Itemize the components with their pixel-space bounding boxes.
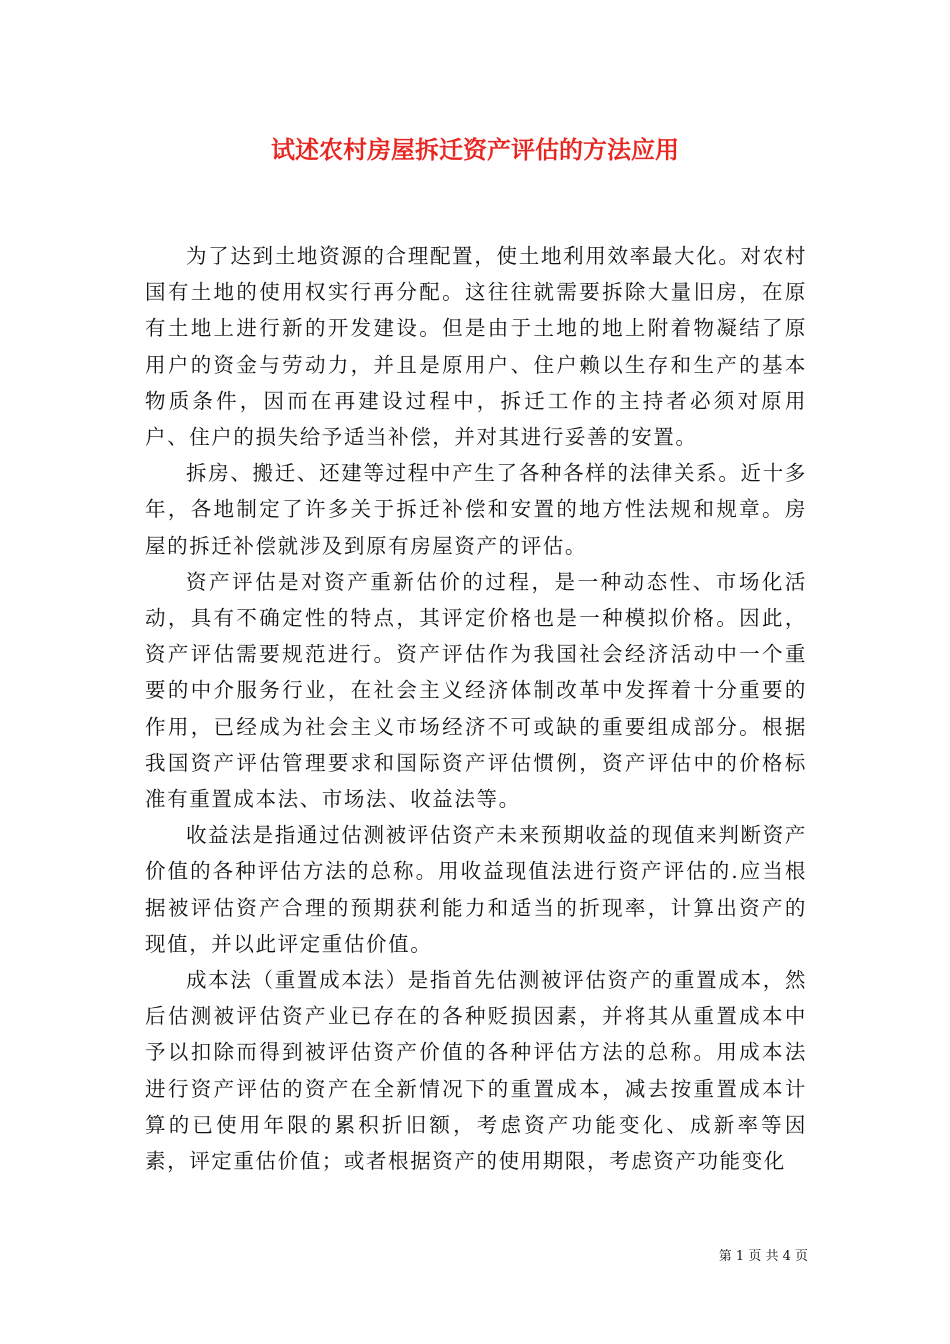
paragraph: 收益法是指通过估测被评估资产未来预期收益的现值来判断资产价值的各种评估方法的总称。用收益现值法进行资产评估的.应当根据被评估资产合理的预期获利能力和适当的折现率，计算出资产的现值，并以此评定重估价值。	[145, 823, 807, 956]
paragraph: 成本法（重置成本法）是指首先估测被评估资产的重置成本，然后估测被评估资产业已存在的各种贬损因素，并将其从重置成本中予以扣除而得到被评估资产价值的各种评估方法的总称。用成本法进行资产评估的资产在全新情况下的重置成本，减去按重置成本计算的已使用年限的累积折旧额，考虑资产功能变化、成新率等因素，评定重估价值；或者根据资产的使用期限，考虑资产功能变化	[145, 968, 807, 1174]
document-title: 试述农村房屋拆迁资产评估的方法应用	[271, 135, 679, 164]
paragraph: 为了达到土地资源的合理配置，使土地利用效率最大化。对农村国有土地的使用权实行再分配。这往往就需要拆除大量旧房，在原有土地上进行新的开发建设。但是由于土地的地上附着物凝结了原用户的资金与劳动力，并且是原用户、住户赖以生存和生产的基本物质条件，因而在再建设过程中，拆迁工作的主持者必须对原用户、住户的损失给予适当补偿，并对其进行妥善的安置。	[145, 244, 807, 450]
paragraph: 拆房、搬迁、还建等过程中产生了各种各样的法律关系。近十多年，各地制定了许多关于拆迁补偿和安置的地方性法规和规章。房屋的拆迁补偿就涉及到原有房屋资产的评估。	[145, 461, 807, 558]
page-number-footer: 第 1 页 共 4 页	[718, 1249, 808, 1264]
document-body	[145, 238, 807, 1179]
paragraph: 资产评估是对资产重新估价的过程，是一种动态性、市场化活动，具有不确定性的特点，其评定价格也是一种模拟价格。因此，资产评估需要规范进行。资产评估作为我国社会经济活动中一个重要的中介服务行业，在社会主义经济体制改革中发挥着十分重要的作用，已经成为社会主义市场经济不可或缺的重要组成部分。根据我国资产评估管理要求和国际资产评估惯例，资产评估中的价格标准有重置成本法、市场法、收益法等。	[145, 569, 807, 812]
